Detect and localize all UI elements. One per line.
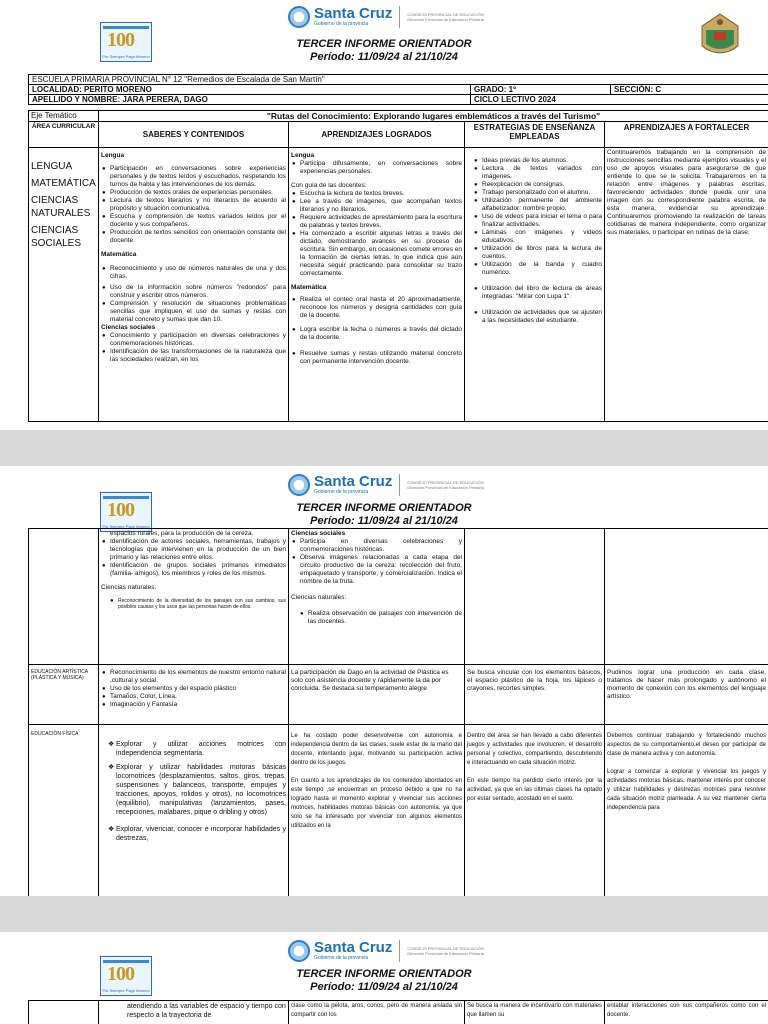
col-fortalecer: APRENDIZAJES A FORTALECER — [605, 122, 768, 148]
school-cycle: CICLO LECTIVO 2024 — [471, 95, 768, 105]
fortalecer-cell: entablar interacciones con sus compañeros como con el docente. — [605, 1001, 768, 1024]
list-item: ● Ideas previas de los alumnos. — [473, 157, 602, 165]
centenary-logo: 100 Por Siempre Pago Moreno — [100, 492, 152, 532]
list-item: ● Identificación de actores sociales, herramientas, trabajos y tecnologías que intervienen en la producción de un bien primario y las relaciones entre ellos. — [101, 538, 286, 562]
report-period: Período: 11/09/24 al 21/10/24 — [310, 51, 458, 63]
report-page-3 — [0, 932, 768, 1024]
list-item: ● Requiere actividades de aprestamiento para la escritura de palabras y textos breves. — [291, 214, 462, 230]
list-item: ● Participa difusamente, en conversaciones sobre experiencias personales. — [291, 160, 462, 176]
report-table-page-1 — [28, 110, 768, 422]
saberes-cell — [99, 725, 289, 897]
list-item: ● Conocimiento y participación en diversas celebraciones y conmemoraciones históricas. — [101, 332, 286, 348]
list-item: ● Ha comenzado a escribir algunas letras a través del dictado, demostrando avances en su proceso de escritura. Sin embargo, en ocasiones comete errores en la formación de ciertas letras, lo que indica que aún necesita seguir practicando para consolidar su trazo correctamente. — [291, 230, 462, 278]
saberes-cell: Lengua ● Participación en conversaciones sobre experiencias personales y de textos leídos y escuchados, respetando los turnos de habla y las intervenciones de los demás. ● Producción de textos orales de experiencias personales. ● Lectura de textos literarios y no literarios de acuerdo al propósito y situación comunicativa. ● Escucha y comprensión de textos variados leídos por el docente y sus compañeros. ● Producción de textos sencillos con orientación constante del docente. Matemática ● Reconocimiento y uso de números naturales de una y dos cifras. ● Uso de la información sobre números "redondos" para construir y escribir otros números. ● Comprensión y resolución de situaciones problemáticas sencillas que impliquen el uso de sumas y restas con material concreto y sumas que dan 10. Ciencias sociales ● Conocimiento y participación en diversas celebraciones y conmemoraciones históricas. ● Identificación de las transformaciones de la naturaleza que las sociedades realizan, en los — [99, 148, 289, 422]
list-item: ● Utilización del libro de lectura de áreas integradas: "Mirar con Lupa 1". — [473, 285, 602, 301]
logrados-cell: La participación de Dago en la actividad de Plástica es solo con asistencia docente y rápidamente la da por concluida. Se destaca su temperamento alegre — [289, 665, 465, 725]
saberes-cell — [99, 665, 289, 725]
list-item: ● Lectura de textos variados con imágenes. — [473, 165, 602, 181]
list-item: ● Reconocimiento de la diversidad de los paisajes con sus cambios, sus posibles causas y los usos que las personas hacen de ellos. — [109, 598, 286, 610]
report-table-page-2 — [28, 528, 768, 896]
list-item: ● Realiza observación de paisajes con intervención de las docentes. — [299, 610, 462, 626]
list-item: ● Escucha y comprensión de textos variados leídos por el docente y sus compañeros. — [101, 213, 286, 229]
province-seal-icon — [288, 474, 310, 496]
list-item: ● Reconocimiento y uso de números naturales de una y dos cifras. — [101, 265, 286, 281]
centenary-logo: 100 Por Siempre Pago Moreno — [100, 22, 152, 62]
list-item: ● Uso de la información sobre números "redondos" para construir y escribir otros números. — [101, 284, 286, 300]
col-logrados: APRENDIZAJES LOGRADOS — [289, 122, 465, 148]
list-item: ● Identificación de grupos sociales primarios inmediatos (familia- amigos), los miembros y roles de los mismos. — [101, 562, 286, 578]
list-item: ● Utilización de la banda y cuadro numérico. — [473, 261, 602, 277]
area-fisica: EDUCACIÓN FÍSICA — [29, 725, 99, 897]
col-area: ÁREA CURRICULAR — [29, 122, 99, 148]
province-seal-icon — [288, 6, 310, 28]
curricular-areas: LENGUA MATEMÁTICA CIENCIAS NATURALES CIENCIAS SOCIALES — [29, 148, 99, 422]
logrados-cell: Ciencias sociales ● Participa en diversas celebraciones y conmemoraciones históricas. ● Observa imágenes relacionadas a cada etapa del circuito productivo de la cereza: recolección del fruto, empaquetado y transporte, y comercialización. Indica el nombre de la fruta. Ciencias naturales: ● Realiza observación de paisajes con intervención de las docentes. — [289, 529, 465, 665]
list-item: ● Lectura de textos literarios y no literarios de acuerdo al propósito y situación comunicativa. — [101, 197, 286, 213]
estrategias-cell — [465, 148, 605, 422]
school-crest-icon — [698, 12, 742, 60]
student-name: APELLIDO Y NOMBRE: JARA PERERA, DAGO — [29, 95, 471, 105]
list-item: ● Escucha la lectura de textos breves. — [291, 190, 462, 198]
santa-cruz-logo: Santa Cruz Gobierno de la provincia CONSEJO PROVINCIAL DE EDUCACIÓN Dirección Provincial de Educación Primaria — [288, 474, 487, 496]
list-item: ● Producción de textos sencillos con orientación constante del docente. — [101, 229, 286, 245]
list-item: ● Realiza el conteo oral hasta el 20 aproximadamente, reconoce los números y designa cantidades con guía de la docente. — [291, 296, 462, 320]
col-estrategias: ESTRATEGIAS DE ENSEÑANZA EMPLEADAS — [465, 122, 605, 148]
logrados-cell: Le ha costado poder desenvolverse con autonomía e independencia dentro de las clases, suele estar de la mano del docente, intentando jugar, motivando su participación activa dentro de los juegos. En cuanto a los aprendizajes de los contenidos abordados en este tiempo ,se encuentran en proceso debido a que no ha logrado hasta el momento explorar y vivenciar sus acciones motrices, habilidades motoras básicas con autonomía, ya que solo se ha interesado por vivenciar con algunos elementos utilizados en la — [289, 725, 465, 897]
list-item: ● Utilización de actividades que se ajusten a las necesidades del estudiante. — [473, 309, 602, 325]
santa-cruz-logo: Santa Cruz Gobierno de la provincia CONSEJO PROVINCIAL DE EDUCACIÓN Dirección Provincial de Educación Primaria — [288, 940, 487, 962]
report-title: TERCER INFORME ORIENTADOR — [296, 502, 472, 514]
axis-value: "Rutas del Conocimiento: Explorando lugares emblemáticos a través del Turismo" — [99, 111, 768, 122]
student-info-table — [28, 74, 768, 105]
grade: GRADO: 1º — [471, 85, 611, 95]
list-item: ● Reconocimiento de los elementos de nuestro entorno natural ,cultural y social. — [101, 669, 286, 685]
fortalecer-cell: Pudimos lograr una producción en cada clase, tratamos de hacer más prolongado y autónomo el momento de conexión con los elementos del lenguaje artístico. — [605, 665, 768, 725]
list-item: ● Resuelve sumas y restas utilizando material concreto con permanente intervención docente. — [291, 350, 462, 366]
report-page-2 — [0, 466, 768, 896]
report-page-1 — [0, 0, 768, 430]
saberes-cell: espacios rurales, para la producción de la cereza. ● Identificación de actores sociales, herramientas, trabajos y tecnologías que intervienen en la producción de un bien primario y las relaciones entre ellos. ● Identificación de grupos sociales primarios inmediatos (familia- amigos), los miembros y roles de los mismos. Ciencias naturales: ● Reconocimiento de la diversidad de los paisajes con sus cambios, sus posibles causas y los usos que las personas hacen de ellos. — [99, 529, 289, 665]
list-item: ● Uso de los elementos y del espacio plástico — [101, 685, 286, 693]
area-arte: EDUCACIÓN ARTÍSTICA (PLÁSTICA Y MÚSICA) — [29, 665, 99, 725]
list-item: ● Identificación de las transformaciones de la naturaleza que las sociedades realizan, en los — [101, 348, 286, 364]
report-title: TERCER INFORME ORIENTADOR — [296, 968, 472, 980]
list-item: ● Láminas con imágenes y videos educativos. — [473, 229, 602, 245]
report-period: Período: 11/09/24 al 21/10/24 — [310, 981, 458, 993]
centenary-logo: 100 Por Siempre Pago Moreno — [100, 956, 152, 996]
report-period: Período: 11/09/24 al 21/10/24 — [310, 515, 458, 527]
saberes-cell: atendiendo a las variables de espacio y tiempo con respecto a la trayectoria de — [99, 1001, 289, 1024]
list-item: ● Utilización de libros para la lectura de cuentos. — [473, 245, 602, 261]
list-item: ❖ Explorar y utilizar habilidades motoras básicas locomotrices (desplazamientos, saltos, giros, trepas, suspensiones y balanceos, transporte, empujes y tracciones, apoyos, rolidos y otros), no locomotrices (equilibrio), manipulativas (lanzamientos, pases, recepciones, malabares, pique o dribling y otros) — [107, 763, 286, 817]
locality: LOCALIDAD: PERITO MORENO — [29, 85, 471, 95]
logrados-cell: clase como la pelota, aros, conos, pero de manera aislada sin compartir con los — [289, 1001, 465, 1024]
list-item: ● Producción de textos orales de experiencias personales. — [101, 189, 286, 197]
estrategias-cell: Dentro del área se han llevado a cabo diferentes juegos y actividades que involucren, el desarrollo personal y colectivo, compartiendo, descubriendo e interactuando en cada situación motriz. En este tiempo ha perdido cierto interés por la actividad, ya que en las últimas clases ha optado por estar sentado, acostado en el suelo. — [465, 725, 605, 897]
list-item: ● Logra escribir la fecha o números a través del dictado de la docente. — [291, 326, 462, 342]
list-item: ● Imaginación y Fantasía — [101, 701, 286, 709]
province-seal-icon — [288, 940, 310, 962]
logrados-cell: Lengua ● Participa difusamente, en conversaciones sobre experiencias personales. Con guía de las docentes: ● Escucha la lectura de textos breves. ● Lee a través de imágenes, que acompañan textos literarios y no literarios. ● Requiere actividades de aprestamiento para la escritura de palabras y textos breves. ● Ha comenzado a escribir algunas letras a través del dictado, demostrando avances en su proceso de escritura. Sin embargo, en ocasiones comete errores en la formación de ciertas letras, lo que indica que aún necesita seguir practicando para consolidar su trazo correctamente. Matemática ● Realiza el conteo oral hasta el 20 aproximadamente, reconoce los números y designa cantidades con guía de la docente. ● Logra escribir la fecha o números a través del dictado de la docente. ● Resuelve sumas y restas utilizando material concreto con permanente intervención docente. — [289, 148, 465, 422]
list-item: ❖ Explorar y utilizar acciones motrices con independencia segmentaria. — [107, 740, 286, 758]
fortalecer-cell: Continuaremos trabajando en la comprensión de instrucciones sencillas mediante ejemplos visuales y el uso de apoyos visuales para asegurarse de que entiende lo que se le solicita. Trabajaremos en la relación entre imágenes y palabras escritas, favoreciendo actividades donde pueda unir una imagen con su correspondiente palabra escrita, de esta manera, evidenciar su aprendizaje. Continuaremos promoviendo la realización de tareas cotidianas de manera independiente, como organizar sus materiales, o participar en rutinas de la clase. — [605, 148, 768, 422]
list-item: ● Reexplicación de consignas. — [473, 181, 602, 189]
list-item: ● Comprensión y resolución de situaciones problemáticas sencillas que impliquen el uso de sumas y restas con material concreto y sumas que dan 10. — [101, 300, 286, 324]
col-saberes: SABERES Y CONTENIDOS — [99, 122, 289, 148]
axis-label: Eje Temático — [29, 111, 99, 122]
list-item: ● Trabajo personalizado con el alumno. — [473, 189, 602, 197]
list-item: ● Utilización permanente del ambiente alfabetizador: nombre propio. — [473, 197, 602, 213]
report-title: TERCER INFORME ORIENTADOR — [296, 38, 472, 50]
school-name: ESCUELA PRIMARIA PROVINCIAL N° 12 "Remedios de Escalada de San Martín" — [29, 75, 768, 85]
fortalecer-cell: Debemos continuar trabajando y fortaleciendo muchos aspectos de su comportamiento,el deseo por participar de clase de manera activa y con autonomía. Lograr a comenzar a explorar y vivenciar los juegos y actividades motoras básicas, mantener interés por conocer y utilizar habilidades y destrezas motrices para resolver cada situación motriz planteada. A su vez mantener cierta independencia para — [605, 725, 768, 897]
list-item: ❖ Explorar, vivenciar, conocer e incorporar habilidades y destrezas, — [107, 825, 286, 843]
list-item: ● Participa en diversas celebraciones y conmemoraciones históricas. — [291, 538, 462, 554]
section: SECCIÓN: C — [611, 85, 768, 95]
santa-cruz-logo: Santa Cruz Gobierno de la provincia CONSEJO PROVINCIAL DE EDUCACIÓN Dirección Provincial de Educación Primaria — [288, 6, 487, 28]
list-item: ● Participación en conversaciones sobre experiencias personales y de textos leídos y escuchados, respetando los turnos de habla y las intervenciones de los demás. — [101, 165, 286, 189]
list-item: ● Tamaños, Color, Línea. — [101, 693, 286, 701]
estrategias-cell: Se busca la manera de incentivarlo con materiales que llamen su — [465, 1001, 605, 1024]
list-item: ● Uso de videos para iniciar el tema o para finalizar actividades. — [473, 213, 602, 229]
list-item: ● Lee a través de imágenes, que acompañan textos literarios y no literarios. — [291, 198, 462, 214]
estrategias-cell: Se busca vincular con los elementos básicos, el espacio plástico de la hoja, los lápices o crayones, recortes simples. — [465, 665, 605, 725]
list-item: ● Observa imágenes relacionadas a cada etapa del circuito productivo de la cereza: recolección del fruto, empaquetado y transporte, y comercialización. Indica el nombre de la fruta. — [291, 554, 462, 586]
report-table-page-3 — [28, 1000, 768, 1024]
